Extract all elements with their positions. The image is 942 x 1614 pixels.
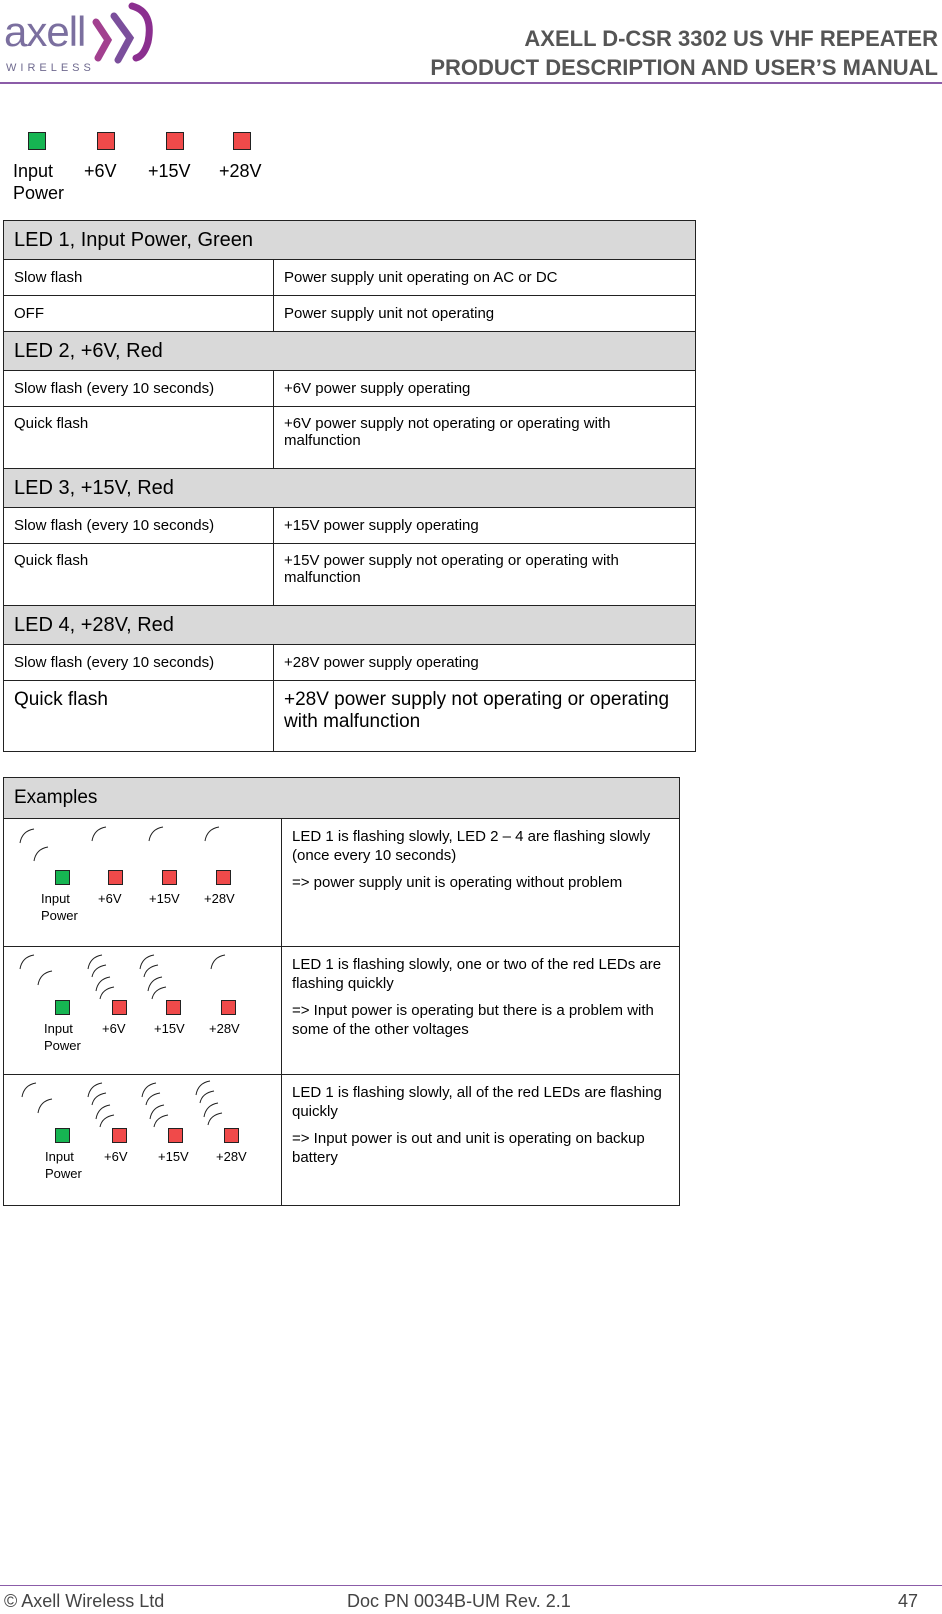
- example-description: [282, 819, 680, 947]
- table-cell: OFF: [4, 296, 274, 332]
- led4-heading: LED 4, +28V, Red: [4, 606, 696, 645]
- examples-heading: Examples: [4, 778, 680, 819]
- table-row: [4, 544, 696, 606]
- table-cell: +28V power supply not operating or operating with malfunction: [274, 681, 696, 752]
- mini-label-power: Power: [41, 908, 78, 923]
- footer-page-number: 47: [897, 1591, 918, 1611]
- title-line-2: PRODUCT DESCRIPTION AND USER’S MANUAL: [430, 55, 938, 80]
- example-state: LED 1 is flashing slowly, one or two of the red LEDs are flashing quickly: [292, 956, 662, 992]
- table-cell: Power supply unit operating on AC or DC: [274, 260, 696, 296]
- mini-label-input: Input: [44, 1021, 73, 1036]
- mini-label-input: Input: [41, 891, 70, 906]
- mini-led-6v: [112, 1128, 127, 1143]
- mini-led-input: [55, 1000, 70, 1015]
- mini-led-15v: [162, 870, 177, 885]
- axell-logo: [4, 2, 154, 78]
- table-cell: +15V power supply not operating or operating with malfunction: [274, 544, 696, 606]
- header-divider: [0, 82, 942, 84]
- example-state: LED 1 is flashing slowly, LED 2 – 4 are flashing slowly (once every 10 seconds): [292, 828, 651, 864]
- example-row: [4, 947, 680, 1075]
- table-row: [4, 260, 696, 296]
- flash-indicator-icon: [4, 819, 281, 879]
- flash-indicator-icon: [4, 947, 281, 1011]
- example-diagram: [4, 1075, 282, 1206]
- legend-28v-label: +28V: [219, 161, 262, 181]
- table-cell: Slow flash (every 10 seconds): [4, 645, 274, 681]
- title-line-1: AXELL D-CSR 3302 US VHF REPEATER: [524, 26, 938, 51]
- table-cell: +28V power supply operating: [274, 645, 696, 681]
- example-description: [282, 1075, 680, 1206]
- mini-led-28v: [221, 1000, 236, 1015]
- led2-heading: LED 2, +6V, Red: [4, 332, 696, 371]
- document-title: [430, 24, 938, 82]
- table-row: [4, 508, 696, 544]
- table-row: [4, 371, 696, 407]
- example-diagram: [4, 947, 282, 1075]
- mini-label-28v: +28V: [216, 1149, 247, 1164]
- led-legend: [0, 132, 300, 212]
- mini-led-28v: [216, 870, 231, 885]
- legend-15v-label: +15V: [148, 161, 191, 181]
- led1-heading: LED 1, Input Power, Green: [4, 221, 696, 260]
- legend-power-label: Power: [13, 183, 65, 203]
- table-row: [4, 645, 696, 681]
- table-cell: Quick flash: [4, 407, 274, 469]
- mini-led-28v: [224, 1128, 239, 1143]
- example-result: => Input power is out and unit is operating on backup battery: [292, 1130, 645, 1166]
- table-cell: +15V power supply operating: [274, 508, 696, 544]
- footer-doc-number: Doc PN 0034B-UM Rev. 2.1: [347, 1591, 571, 1611]
- table-cell: Power supply unit not operating: [274, 296, 696, 332]
- table-cell: Slow flash (every 10 seconds): [4, 371, 274, 407]
- mini-label-6v: +6V: [98, 891, 122, 906]
- table-row: [4, 407, 696, 469]
- table-cell: Slow flash (every 10 seconds): [4, 508, 274, 544]
- led-status-table: [3, 220, 696, 752]
- table-cell: +6V power supply not operating or operating with malfunction: [274, 407, 696, 469]
- examples-table: [3, 777, 680, 1206]
- footer-divider: [0, 1585, 942, 1586]
- example-description: [282, 947, 680, 1075]
- example-result: => Input power is operating but there is a problem with some of the other voltages: [292, 1002, 654, 1038]
- mini-led-15v: [166, 1000, 181, 1015]
- led-15v: [166, 132, 184, 150]
- legend-6v-label: +6V: [84, 161, 117, 181]
- example-row: [4, 1075, 680, 1206]
- mini-led-input: [55, 1128, 70, 1143]
- mini-label-6v: +6V: [104, 1149, 128, 1164]
- mini-label-power: Power: [45, 1166, 82, 1181]
- logo-swoosh-icon: [92, 2, 156, 64]
- example-state: LED 1 is flashing slowly, all of the red LEDs are flashing quickly: [292, 1084, 662, 1120]
- example-row: [4, 819, 680, 947]
- example-result: => power supply unit is operating without problem: [292, 874, 623, 891]
- footer-copyright: © Axell Wireless Ltd: [4, 1591, 165, 1611]
- mini-label-power: Power: [44, 1038, 81, 1053]
- mini-label-15v: +15V: [154, 1021, 185, 1036]
- logo-subtext: WIRELESS: [6, 62, 95, 74]
- led3-heading: LED 3, +15V, Red: [4, 469, 696, 508]
- mini-label-28v: +28V: [204, 891, 235, 906]
- legend-input-label: Input: [13, 161, 54, 181]
- flash-indicator-icon: [4, 1075, 281, 1139]
- table-row: [4, 296, 696, 332]
- table-cell: Slow flash: [4, 260, 274, 296]
- mini-label-input: Input: [45, 1149, 74, 1164]
- led-input-power: [28, 132, 46, 150]
- mini-label-6v: +6V: [102, 1021, 126, 1036]
- page-header: [0, 0, 942, 84]
- mini-led-input: [55, 870, 70, 885]
- table-cell: Quick flash: [4, 681, 274, 752]
- table-cell: +6V power supply operating: [274, 371, 696, 407]
- mini-led-15v: [168, 1128, 183, 1143]
- table-row: [4, 681, 696, 752]
- mini-led-6v: [112, 1000, 127, 1015]
- mini-label-15v: +15V: [158, 1149, 189, 1164]
- logo-wordmark: axell: [4, 8, 86, 55]
- mini-led-6v: [108, 870, 123, 885]
- mini-label-15v: +15V: [149, 891, 180, 906]
- mini-label-28v: +28V: [209, 1021, 240, 1036]
- led-28v: [233, 132, 251, 150]
- table-cell: Quick flash: [4, 544, 274, 606]
- led-6v: [97, 132, 115, 150]
- example-diagram: [4, 819, 282, 947]
